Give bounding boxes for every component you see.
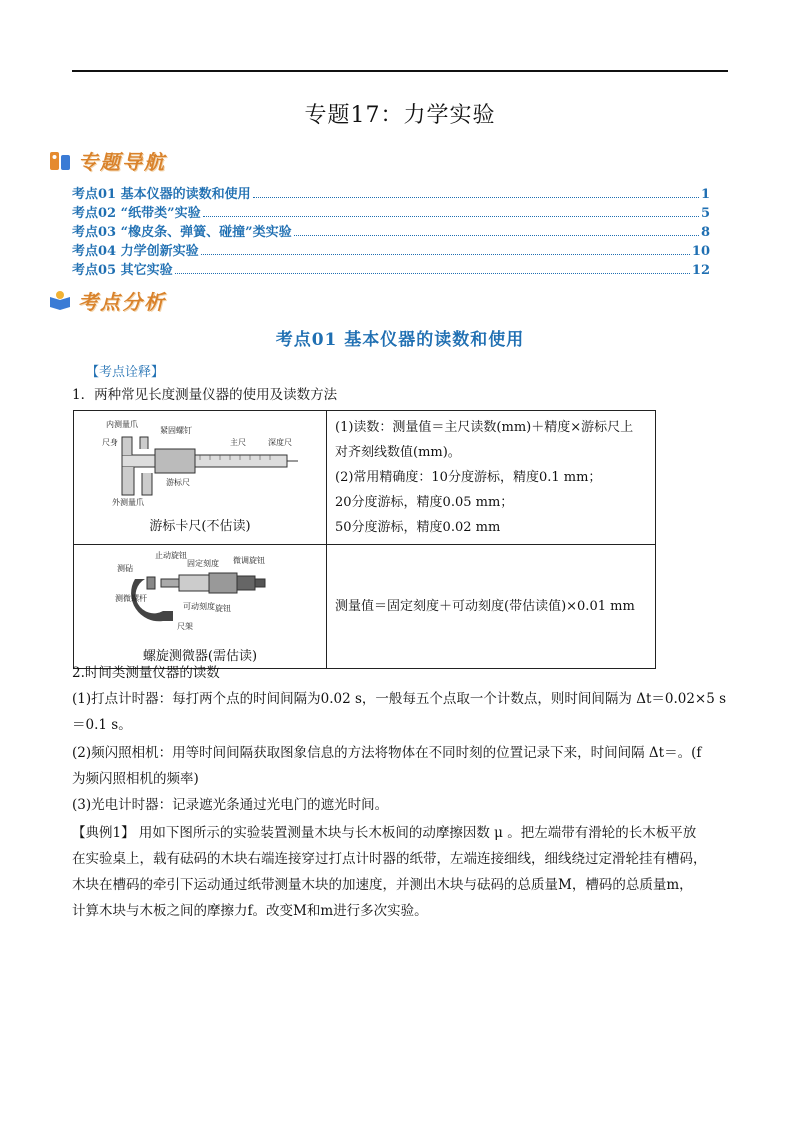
label-depth-rod: 深度尺	[268, 438, 292, 447]
book-bulb-icon	[48, 289, 72, 313]
caliper-cell	[74, 411, 327, 545]
vernier-caliper-diagram	[100, 415, 300, 507]
toc-leader	[253, 197, 699, 198]
flash-line-1b: 为频闪照相机的频率)	[72, 771, 199, 787]
toc-leader	[294, 235, 699, 236]
example-line-1: 【典例1】 用如下图所示的实验装置测量木块与长木板间的动摩擦因数 μ 。把左端带有滑轮的长木板平放	[72, 825, 697, 841]
header-rule	[72, 70, 728, 72]
label-knob: 旋钮	[215, 604, 231, 613]
toc-item-3[interactable]	[72, 221, 710, 240]
label-anvil: 测砧	[117, 564, 133, 573]
micrometer-line: 测量值＝固定刻度＋可动刻度(带估读值)×0.01 mm	[335, 599, 635, 614]
caliper-row	[74, 411, 656, 545]
caliper-caption: 游标卡尺(不估读)	[149, 519, 251, 534]
page-title: 专题17：力学实验	[304, 103, 496, 128]
caliper-line-3: (2)常用精确度：10分度游标，精度0.1 mm；	[335, 470, 602, 485]
caliper-line-1: (1)读数：测量值＝主尺读数(mm)＋精度×游标尺上	[335, 420, 634, 435]
micrometer-row	[74, 545, 656, 669]
example-line-3: 木块在槽码的牵引下运动通过纸带测量木块的加速度，并测出木块与砝码的总质量M，槽码的总质量m，	[72, 877, 693, 893]
label-body: 尺身	[102, 438, 118, 447]
toc-page: 5	[700, 206, 710, 221]
label-fine-knob: 微调旋钮	[233, 556, 265, 565]
toc-item-5[interactable]	[72, 259, 710, 278]
guide-icon	[48, 149, 72, 173]
label-frame: 尺架	[177, 622, 193, 631]
photogate-line: (3)光电计时器：记录遮光条通过光电门的遮光时间。	[72, 797, 389, 813]
example-line-4: 计算木块与木板之间的摩擦力f。改变M和m进行多次实验。	[72, 903, 428, 919]
label-lock-knob: 止动旋钮	[155, 551, 187, 560]
label-spindle: 测微螺杆	[115, 594, 147, 603]
nav-banner	[48, 146, 166, 175]
analysis-banner	[48, 286, 166, 315]
toc-page: 8	[700, 225, 710, 240]
toc-page: 12	[691, 263, 710, 278]
micrometer-cell	[74, 545, 327, 669]
toc-label: 考点03 “橡皮条、弹簧、碰撞”类实验	[72, 225, 292, 240]
caliper-text-cell	[327, 411, 656, 545]
toc-leader	[201, 254, 690, 255]
toc-leader	[203, 216, 699, 217]
toc-label: 考点01 基本仪器的读数和使用	[72, 187, 251, 202]
micrometer-caption: 螺旋测微器(需估读)	[142, 649, 258, 664]
nav-banner-text: 专题导航	[78, 150, 166, 174]
toc-page: 10	[691, 244, 710, 259]
label-lock-screw: 紧固螺钉	[160, 426, 192, 435]
section-title: 考点01 基本仪器的读数和使用	[275, 330, 525, 350]
analysis-banner-text: 考点分析	[78, 290, 166, 314]
table-of-contents	[72, 183, 710, 278]
label-vernier: 游标尺	[166, 478, 190, 487]
explanation-tag: 【考点诠释】	[86, 365, 165, 380]
label-thimble: 可动刻度	[183, 602, 215, 611]
toc-label: 考点04 力学创新实验	[72, 244, 199, 259]
timer-line-1b: ＝0.1 s。	[72, 717, 132, 733]
toc-label: 考点02 “纸带类”实验	[72, 206, 201, 221]
example-line-2: 在实验桌上，载有砝码的木块右端连接穿过打点计时器的纸带，左端连接细线，细线绕过定滑轮挂有槽码，	[72, 851, 707, 867]
label-main-scale: 主尺	[230, 438, 246, 447]
toc-item-2[interactable]	[72, 202, 710, 221]
flash-line-1: (2)频闪照相机：用等时间间隔获取图象信息的方法将物体在不同时刻的位置记录下来，时间间隔 Δt＝。(f	[72, 745, 702, 761]
instrument-table	[73, 410, 656, 669]
caliper-line-4: 20分度游标，精度0.05 mm；	[335, 495, 514, 510]
toc-page: 1	[700, 187, 710, 202]
micrometer-diagram	[115, 549, 285, 637]
label-fixed-scale: 固定刻度	[187, 559, 219, 568]
intro-line-2: 2.时间类测量仪器的读数	[72, 665, 220, 681]
caliper-line-5: 50分度游标，精度0.02 mm	[335, 520, 501, 535]
intro-line-1: 1．两种常见长度测量仪器的使用及读数方法	[72, 387, 338, 403]
label-inner-jaw: 内测量爪	[106, 420, 138, 429]
timer-line-1: (1)打点计时器：每打两个点的时间间隔为0.02 s，一般每五个点取一个计数点，则时间间隔为 Δt＝0.02×5 s	[72, 691, 727, 707]
label-outer-jaw: 外测量爪	[112, 498, 144, 507]
toc-item-4[interactable]	[72, 240, 710, 259]
toc-item-1[interactable]	[72, 183, 710, 202]
micrometer-text-cell	[327, 545, 656, 669]
toc-leader	[175, 273, 690, 274]
caliper-line-2: 对齐刻线数值(mm)。	[335, 445, 461, 460]
toc-label: 考点05 其它实验	[72, 263, 173, 278]
